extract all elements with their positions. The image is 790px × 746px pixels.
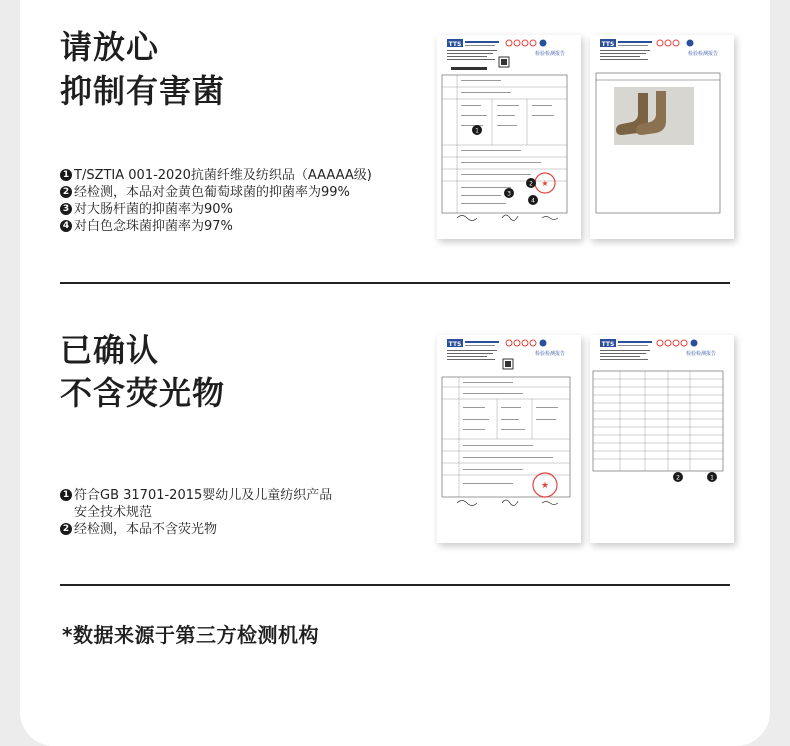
svg-text:TTS: TTS <box>601 41 615 48</box>
svg-text:1: 1 <box>475 127 479 135</box>
list-item-text: 符合GB 31701-2015婴幼儿及儿童纺织产品 <box>74 488 333 503</box>
list-item <box>60 184 372 201</box>
list-item-text: 对白色念珠菌抑菌率为97% <box>74 219 233 234</box>
svg-text:1: 1 <box>710 474 714 482</box>
svg-text:TTS: TTS <box>448 341 462 348</box>
test-report-document-1 <box>437 35 581 239</box>
test-report-document-3 <box>437 335 581 543</box>
section2-title-line1: 已确认 <box>60 331 160 369</box>
svg-text:TTS: TTS <box>601 341 615 348</box>
svg-text:3: 3 <box>507 190 511 198</box>
list-item-text: 经检测，本品对金黄色葡萄球菌的抑菌率为99% <box>74 185 350 200</box>
list-item <box>60 521 332 538</box>
list-item-text: 对大肠杆菌的抑菌率为90% <box>74 202 233 217</box>
section1-title-line1: 请放心 <box>60 28 160 66</box>
section1-title-line2: 抑制有害菌 <box>60 72 226 110</box>
number-badge: 2 <box>60 186 72 198</box>
number-badge: 2 <box>60 523 72 535</box>
number-badge: 4 <box>60 220 72 232</box>
list-item-text: T/SZTIA 001-2020抗菌纤维及纺织品（AAAAA级) <box>74 168 372 183</box>
list-item <box>60 218 372 235</box>
test-report-document-4 <box>590 335 734 543</box>
section2-title-line2: 不含荧光物 <box>60 374 226 412</box>
svg-text:检验检测报告: 检验检测报告 <box>686 351 717 357</box>
svg-text:2: 2 <box>676 474 680 482</box>
svg-text:★: ★ <box>541 179 549 188</box>
list-item <box>60 167 372 184</box>
svg-text:检验检测报告: 检验检测报告 <box>535 351 566 357</box>
section1-feature-list <box>60 167 372 235</box>
test-report-document-2 <box>590 35 734 239</box>
number-badge: 1 <box>60 489 72 501</box>
section-divider <box>60 282 730 284</box>
list-item <box>60 487 332 504</box>
svg-text:检验检测报告: 检验检测报告 <box>688 51 719 57</box>
data-source-footnote: *数据来源于第三方检测机构 <box>62 623 319 647</box>
report-page-graphic <box>590 335 734 543</box>
section2-feature-list <box>60 487 332 538</box>
list-item-text-continued: 安全技术规范 <box>74 505 153 520</box>
number-badge: 3 <box>60 203 72 215</box>
report-page-graphic <box>437 35 581 239</box>
report-page-graphic <box>590 35 734 239</box>
svg-text:2: 2 <box>529 180 533 188</box>
section-divider <box>60 584 730 586</box>
number-badge: 1 <box>60 169 72 181</box>
list-item-text: 经检测，本品不含荧光物 <box>74 522 218 537</box>
svg-text:4: 4 <box>531 197 535 205</box>
svg-text:TTS: TTS <box>448 41 462 48</box>
list-item <box>60 201 372 218</box>
svg-text:检验检测报告: 检验检测报告 <box>535 51 566 57</box>
report-page-graphic <box>437 335 581 543</box>
svg-text:★: ★ <box>540 481 550 491</box>
